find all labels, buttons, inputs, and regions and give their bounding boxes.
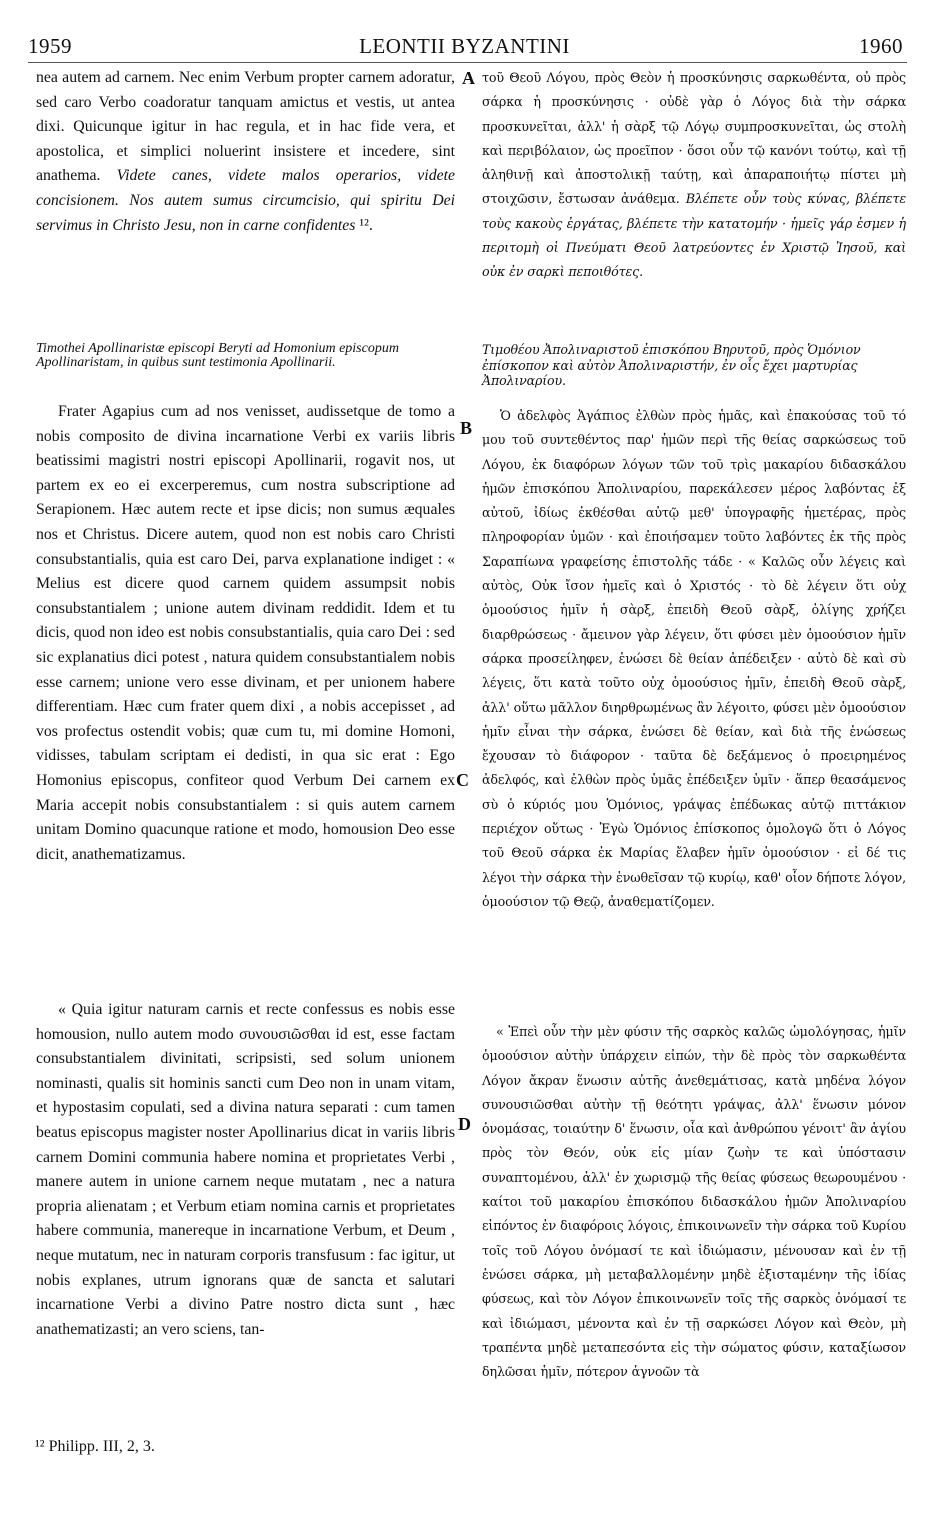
latin-footnote-ref: ¹². [355,216,373,234]
header-rule [28,62,907,63]
margin-letter-c: C [456,770,469,790]
latin-section-title [36,342,455,371]
running-title: LEONTII BYZANTINI [359,34,570,58]
latin-para1 [36,66,455,238]
greek-para1-italic: Βλέπετε οὖν τοὺς κύνας, βλέπετε τοὺς κακοὺς ἐργάτας, βλέπετε τὴν κατατομήν · ἡμεῖς γάρ ἐσμεν ἡ περιτομὴ οἱ Πνεύματι Θεοῦ λατρεύοντες ἐν Χριστῷ Ἰησοῦ, καὶ οὐκ ἐν σαρκὶ πεποιθότες. [482,191,906,280]
latin-para1-text: nea autem ad carnem. Nec enim Verbum propter carnem adoratur, sed caro Verbo coadoratur tanquam amictus et vestis, ut antea dixi. Quicunque igitur in hac regula, et in hac fide vera, et apostolica, et simplici noluerint insistere et incedere, sint anathema. [36,69,455,185]
greek-para2 [482,404,906,914]
greek-para3 [482,1020,906,1384]
greek-title-text: Τιμοθέου Ἀπολιναριστοῦ ἐπισκόπου Βηρυτοῦ, πρὸς Ὁμόνιον ἐπίσκοπον καὶ αὐτὸν Ἀπολιναριστήν, ἐν οἷς ἔχει μαρτυρίας Ἀπολιναρίου. [482,342,861,388]
page-number-right: 1960 [859,34,903,58]
greek-para2-text: Ὁ ἀδελφὸς Ἀγάπιος ἐλθὼν πρὸς ἡμᾶς, καὶ ἐπακούσας τοῦ τό μου τοῦ συντεθέντος παρ' ἡμῶν περὶ τῆς θείας σαρκώσεως τοῦ Λόγου, ἐκ διαφόρων λόγων τῶν τοῦ τρὶς μακαρίου διδασκάλου ἡμῶν ἐπισκόπου Ἀπολιναρίου, παρεκάλεσεν μέρος λαβόντας ἐξ αὐτοῦ, ἰδίως ἐκθέσθαι αὐτῷ μεθ' ὑπογραφῆς ἡμετέρας, πρὸς πληροφορίαν ὑμῶν · καὶ ἐποιήσαμεν τοῦτο λαβόντες ἐκ τῆς πρὸς Σαραπίωνα γραφείσης ἐπιστολῆς τάδε · « Καλῶς οὖν λέγεις καὶ αὐτὸς, Οὐκ ἴσον ἡμεῖς καὶ ὁ Χριστός · τὸ δὲ λέγειν ὅτι οὐχ ὁμοούσιος ἡμῖν ἡ σὰρξ, ἐπειδὴ Θεοῦ σὰρξ, ὀλίγης χρήζει διαρθρώσεως · ἄμεινον γὰρ λέγειν, ὅτι φύσει μὲν ὁμοούσιον ἡμῖν σάρκα προσείληφεν, ἑνώσει δὲ θείαν ἀπέδειξεν · αὐτὸ δὲ καὶ σὺ λέγεις, ὅτι κατὰ τοῦτο οὐχ ὁμοούσιος ἡμῖν, ἐπειδὴ Θεοῦ σὰρξ, ἀλλ' οὕτω μᾶλλον διηρθρωμένως ἂν λέγοιτο, φύσει μὲν ὁμοούσιον ἡμῖν εἶναι τὴν σάρκα, ἑνώσει δὲ θείαν, καὶ διὰ τῆς ἑνώσεως ἔχουσαν τὸ διάφορον · ταῦτα δὲ δεξάμενος ὁ προειρημένος ἀδελφός, καὶ ἐλθὼν πρὸς ὑμᾶς ἐπέδειξεν ὑμῖν · ἅπερ θεασάμενος σὺ ὁ κύριός μου Ὁμόνιος, γράψας ἐπέδωκας αὐτῷ πιττάκιον περιέχον οὕτως · Ἐγὼ Ὁμόνιος ἐπίσκοπος ὁμολογῶ ὅτι ὁ Λόγος τοῦ Θεοῦ σάρκα ἐκ Μαρίας ἔλαβεν ἡμῖν ὁμοούσιον · εἰ δέ τις λέγοι τὴν σάρκα τὴν ἑνωθεῖσαν τῷ κυρίῳ, καθ' οἷον δήποτε λόγον, ὁμοούσιον τῷ Θεῷ, ἀναθεματίζομεν. [482,408,906,909]
latin-para2 [36,400,455,867]
running-header [22,34,907,60]
greek-para3-text: « Ἐπεὶ οὖν τὴν μὲν φύσιν τῆς σαρκὸς καλῶς ὡμολόγησας, ἡμῖν ὁμοούσιον αὐτὴν ὑπάρχειν εἰπών, τὴν δὲ πρὸς τὸν σαρκωθέντα Λόγον ἄκραν ἕνωσιν αὐτῆς ἀνεθεμάτισας, κατὰ μηδένα λόγον συνουσιῶσθαι αὐτὴν τῇ θεότητι γράψας, ἀλλ' ἕνωσιν μόνον ὀνομάσας, τοιαύτην δ' ἕνωσιν, οἷα καὶ ἀνθρώπου γένοιτ' ἂν ἁγίου πρὸς τὸν Θεόν, οὐκ εἰς μίαν ζωὴν τε καὶ ὑπόστασιν συναπτομένου, ἀλλ' ἐν χωρισμῷ τῆς θείας φύσεως θεωρουμένου · καίτοι τοῦ μακαρίου ἐπισκόπου διδασκάλου ἡμῶν Ἀπολιναρίου εἰπόντος ἐν διαφόροις λόγοις, ἐπικοινωνεῖν τὴν σάρκα τοῦ Κυρίου τοῖς τοῦ Λόγου ὀνόμασί τε καὶ ἰδιώμασιν, μένουσαν καὶ ἐν τῇ ἑνώσει σάρκα, μὴ μεταβαλλομένην μηδὲ ἐξισταμένην τῆς ἰδίας φύσεως, καὶ τὸν Λόγον ἐπικοινωνεῖν τοῖς τῆς σαρκὸς ὀνόμασί τε καὶ ἰδιώμασι, μένοντα καὶ ἐν τῇ σαρκώσει Λόγον καὶ Θεὸν, μὴ τραπέντα μηδὲ μεταπεσόντα εἰς τὴν σώματος φύσιν, καταξίωσον δηλῶσαι ἡμῖν, πότερον ἀγνοῶν τὰ [482,1024,906,1380]
margin-letter-d: D [458,1114,471,1134]
greek-section-title [482,342,906,389]
footnote: ¹² Philipp. III, 2, 3. [35,1438,155,1455]
page-number-left: 1959 [28,34,72,58]
margin-letter-b: B [460,418,473,438]
latin-title-text: Timothei Apollinaristæ episcopi Beryti ad Homonium episcopum Apollinaristam, in quibus sunt testimonia Apollinarii. [36,341,399,371]
margin-letter-a: A [462,68,475,88]
latin-para1-italic: Videte canes, videte malos operarios, videte concisionem. Nos autem sumus circumcisio, qui spiritu Dei servimus in Christo Jesu, non in carne confidentes [36,167,456,234]
latin-para3 [36,998,455,1342]
latin-para3-text: « Quia igitur naturam carnis et recte confessus es nobis esse homousion, nullo autem modo συνουσιῶσθαι id est, esse factam consubstantialem divinitati, scripsisti, sed solum unionem nominasti, qualis sit hominis sancti cum Deo non in unam vitam, et hypostasim copulati, sed a divina natura separati : cum tamen beatus episcopus magister noster Apollinarius dicat in variis libris carnem Domini communia habere nomina et proprietates Verbi , manere autem in unione carnem neque mutatam , nec a natura propria alienatam ; et Verbum etiam nomina carnis et proprietates habere communia, manereque in incarnatione Verbum, et Deum , neque mutatum, nec in naturam corporis transfusum : fac igitur, ut nobis explanes, utrum ignorans quæ de sancta et salutari incarnatione Verbi a divino Patre nostro dicta sunt , hæc anathematizasti; an vero sciens, tan- [36,1001,455,1338]
latin-para2-text: Frater Agapius cum ad nos venisset, audissetque de tomo a nobis composito de divina incarnatione Verbi ex variis libris beatissimi magistri nostri episcopi Apollinarii, rogavit nos, ut partem ex eo ei excerperemus, cum nostra subscriptione ad Serapionem. Hæc autem recte et ipse dicis; non sumus æquales nos et Christus. Dicere autem, quod non est nobis caro Christi consubstantialis, quia est caro Dei, parva explanatione indiget : « Melius est dicere quod carnem quidem assumpsit nobis consubstantialem ; unione autem divinam reddidit. Idem et tu dicis, quod non ideo est nobis consubstantialis, quia caro Dei : sed sic explanatius dici potest , natura quidem consubstantialem nobis esse carnem; unione vero esse divinam, et per unionem habere differentiam. Hæc cum frater quem dixi , a nobis accepisset , ad vos profectus ostendit vobis; quæ cum tu, mi domine Homoni, vidisses, tabulam scriptam ei dedisti, in qua sic erat : Ego Homonius episcopus, confiteor quod Verbum Dei carnem ex Maria accepit nobis consubstantialem : si quis autem carnem unitam Domino quacunque ratione et modo, homousion Deo esse dicit, anathematizamus. [36,403,455,863]
greek-para1-text: τοῦ Θεοῦ Λόγου, πρὸς Θεὸν ἡ προσκύνησις σαρκωθέντα, οὐ πρὸς σάρκα ἡ προσκύνησις · οὐδὲ γὰρ ὁ Λόγος διὰ τὴν σάρκα προσκυνεῖται, ἀλλ' ἡ σὰρξ τῷ Λόγῳ συμπροσκυνεῖται, ὡς στολὴ καὶ περιβόλαιον, ὡς προεῖπον · ὅσοι οὖν τῷ κανόνι τούτῳ, καὶ τῇ ἀληθινῇ καὶ ἀποστολικῇ ταύτῃ, καὶ ἀπαραποιήτῳ πίστει μὴ στοιχῶσιν, ἔστωσαν ἀνάθεμα. [482,70,906,207]
greek-para1 [482,66,906,285]
